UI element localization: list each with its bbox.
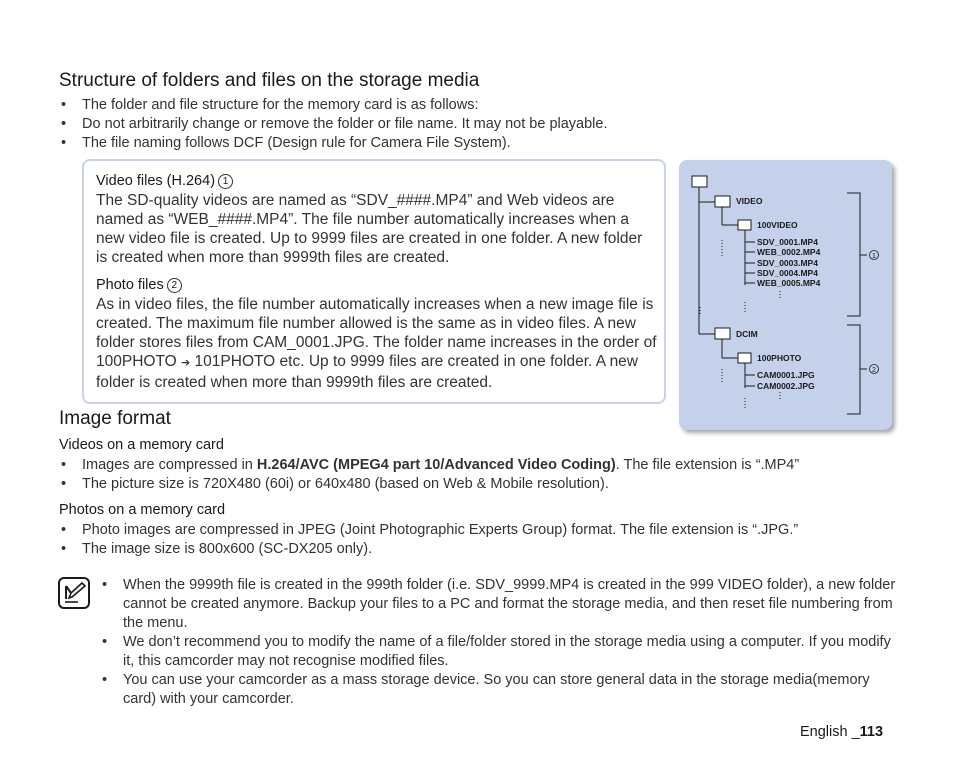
video-sub-folder-label: 100VIDEO <box>757 220 798 230</box>
list-item: • Photo images are compressed in JPEG (Joint Photographic Experts Group) format. The file extension is “.JPG.” <box>59 521 919 540</box>
photo-files-heading <box>96 277 182 293</box>
video-folder-label: VIDEO <box>736 196 763 206</box>
photos-subheading: Photos on a memory card <box>59 502 226 518</box>
video-folder-icon <box>715 196 730 207</box>
page-number: 113 <box>859 724 884 740</box>
folder-tree-diagram <box>679 160 892 430</box>
photo-file-2: CAM0002.JPG <box>757 381 815 391</box>
note-icon <box>58 577 90 609</box>
note-list <box>100 576 900 709</box>
video-files-heading <box>96 173 233 189</box>
folder-tree-svg <box>679 160 892 430</box>
photo-format-list <box>59 521 919 559</box>
structure-bullet-list <box>59 96 859 153</box>
video-files-description: The SD-quality videos are named as “SDV_####.MP4” and Web videos are named as “WEB_####.MP4”. The file number automatically increases when a new video file is created. Up to 9999 files are created in one folder. A new folder is created when more than 9999th files are created. <box>96 192 643 266</box>
list-item: • The file naming follows DCF (Design rule for Camera File System). <box>59 134 859 153</box>
video-file-2: WEB_0002.MP4 <box>757 247 821 257</box>
photo-files-description <box>96 295 658 392</box>
videos-subheading: Videos on a memory card <box>59 437 224 453</box>
photo-text-part-1: As in video files, the file number automatically increases when a new image file is created. The maximum file number allowed is the same as in video files. A new folder stores files from CAM_0001.JPG. The folder name increases in the order of 100PHOTO <box>96 296 657 370</box>
list-item: • The folder and file structure for the memory card is as follows: <box>59 96 859 115</box>
file-naming-box <box>82 159 666 404</box>
section-title-structure: Structure of folders and files on the storage media <box>59 70 480 91</box>
list-item: • Do not arbitrarily change or remove the folder or file name. It may not be playable. <box>59 115 859 134</box>
video-extension-text: . The file extension is “.MP4” <box>615 457 800 473</box>
video-files-title: Video files (H.264) <box>96 173 216 189</box>
video-file-4: SDV_0004.MP4 <box>757 268 818 278</box>
video-sub-folder-icon <box>738 220 751 230</box>
list-item: • The picture size is 720X480 (60i) or 640x480 (based on Web & Mobile resolution). <box>59 475 919 494</box>
bracket-marker-2: 2 <box>872 367 876 374</box>
marker-1-icon: 1 <box>218 174 233 189</box>
photo-files-title: Photo files <box>96 277 164 293</box>
page-footer <box>800 724 883 740</box>
dcim-folder-icon <box>715 328 730 339</box>
photo-file-1: CAM0001.JPG <box>757 370 815 380</box>
list-item: • You can use your camcorder as a mass storage device. So you can store general data in the storage media(memory card) with your camcorder. <box>100 671 900 709</box>
bracket-marker-1: 1 <box>872 253 876 260</box>
marker-2-icon: 2 <box>167 278 182 293</box>
photo-text-part-2: 101PHOTO etc. Up to 9999 files are created in one folder. A new folder is created when more than 9999th files are created. <box>96 353 638 391</box>
list-item: • When the 9999th file is created in the 999th folder (i.e. SDV_9999.MP4 is created in the 999 VIDEO folder), a new folder cannot be created anymore. Backup your files to a PC and format the storage media, and then reset file numbering from the menu. <box>100 576 900 633</box>
dcim-folder-label: DCIM <box>736 329 758 339</box>
video-file-3: SDV_0003.MP4 <box>757 258 818 268</box>
video-file-1: SDV_0001.MP4 <box>757 237 818 247</box>
arrow-right-icon: ➔ <box>181 357 191 369</box>
root-folder-icon <box>692 176 707 187</box>
footer-language: English _ <box>800 724 860 740</box>
list-item <box>59 456 919 475</box>
photo-sub-folder-icon <box>738 353 751 363</box>
codec-name: H.264/AVC (MPEG4 part 10/Advanced Video Coding) <box>256 457 616 473</box>
video-file-5: WEB_0005.MP4 <box>757 278 821 288</box>
video-format-list <box>59 456 919 494</box>
section-title-image-format: Image format <box>59 408 171 429</box>
photo-sub-folder-label: 100PHOTO <box>757 353 802 363</box>
video-format-text: Images are compressed in <box>82 457 257 473</box>
list-item: • The image size is 800x600 (SC-DX205 only). <box>59 540 919 559</box>
list-item: • We don’t recommend you to modify the name of a file/folder stored in the storage media using a computer. If you modify it, this camcorder may not recognise modified files. <box>100 633 900 671</box>
